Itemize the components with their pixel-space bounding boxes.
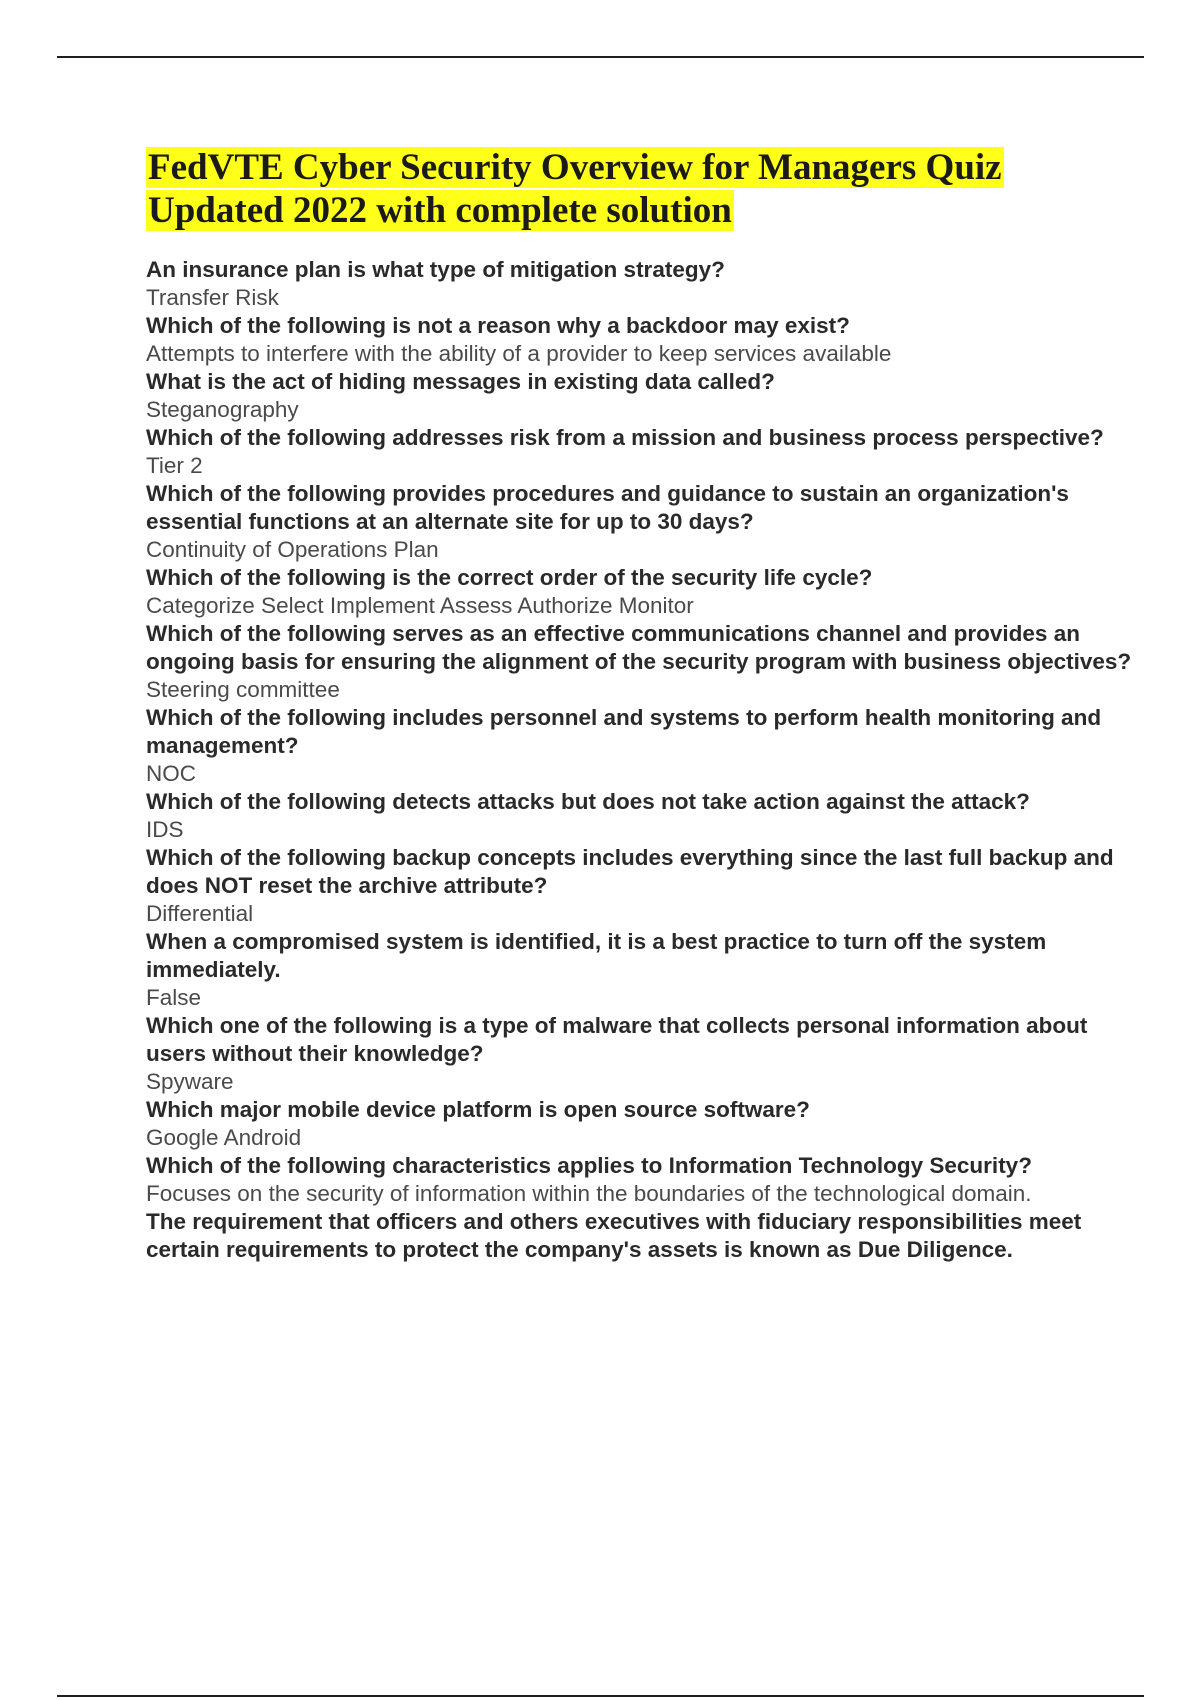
- question-9: Which of the following detects attacks but does not take action against the attack?: [146, 789, 1030, 814]
- top-rule: [57, 56, 1144, 58]
- question-12: Which one of the following is a type of malware that collects personal information about users without their knowledge?: [146, 1013, 1088, 1066]
- question-4: Which of the following addresses risk from a mission and business process perspective?: [146, 425, 1104, 450]
- question-7: Which of the following serves as an effective communications channel and provides an ongoing basis for ensuring the alignment of the security program with business objectives?: [146, 621, 1132, 674]
- answer-2: Attempts to interfere with the ability of a provider to keep services available: [146, 341, 892, 366]
- answer-7: Steering committee: [146, 677, 340, 702]
- title-line-1: FedVTE Cyber Security Overview for Managers Quiz: [148, 147, 1002, 188]
- answer-9: IDS: [146, 817, 184, 842]
- answer-11: False: [146, 985, 202, 1010]
- answer-1: Transfer Risk: [146, 285, 279, 310]
- answer-3: Steganography: [146, 397, 299, 422]
- question-8: Which of the following includes personnel and systems to perform health monitoring and management?: [146, 705, 1102, 758]
- document-body: [146, 146, 1146, 1264]
- answer-14: Focuses on the security of information within the boundaries of the technological domain.: [146, 1181, 1032, 1206]
- question-14: Which of the following characteristics applies to Information Technology Security?: [146, 1153, 1032, 1178]
- answer-6: Categorize Select Implement Assess Authorize Monitor: [146, 593, 694, 618]
- question-11: When a compromised system is identified, it is a best practice to turn off the system immediately.: [146, 929, 1047, 982]
- question-13: Which major mobile device platform is open source software?: [146, 1097, 810, 1122]
- question-5: Which of the following provides procedures and guidance to sustain an organization's essential functions at an alternate site for up to 30 days?: [146, 481, 1069, 534]
- answer-8: NOC: [146, 761, 196, 786]
- question-1: An insurance plan is what type of mitigation strategy?: [146, 257, 725, 282]
- question-15: The requirement that officers and others executives with fiduciary responsibilities meet certain requirements to protect the company's assets is known as Due Diligence.: [146, 1209, 1082, 1262]
- title-line-2: Updated 2022 with complete solution: [148, 190, 732, 231]
- qa-list: [146, 256, 1146, 1264]
- bottom-rule: [57, 1695, 1144, 1697]
- question-2: Which of the following is not a reason why a backdoor may exist?: [146, 313, 850, 338]
- answer-5: Continuity of Operations Plan: [146, 537, 439, 562]
- document-title: [146, 146, 1146, 232]
- question-3: What is the act of hiding messages in existing data called?: [146, 369, 775, 394]
- answer-13: Google Android: [146, 1125, 302, 1150]
- answer-10: Differential: [146, 901, 254, 926]
- question-10: Which of the following backup concepts includes everything since the last full backup and does NOT reset the archive attribute?: [146, 845, 1114, 898]
- answer-12: Spyware: [146, 1069, 234, 1094]
- answer-4: Tier 2: [146, 453, 203, 478]
- question-6: Which of the following is the correct order of the security life cycle?: [146, 565, 873, 590]
